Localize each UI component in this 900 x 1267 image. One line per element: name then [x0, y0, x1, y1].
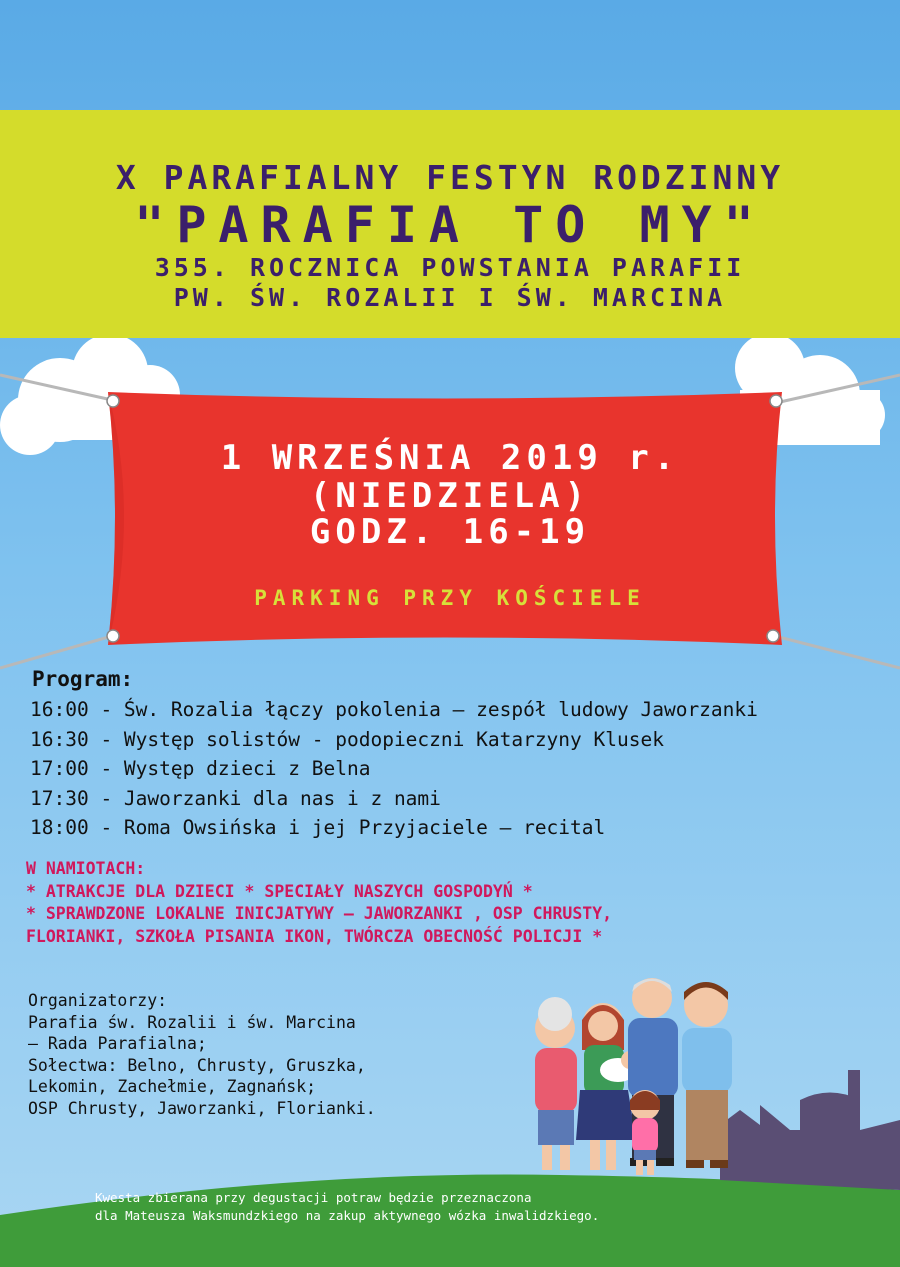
family-illustration: [535, 978, 732, 1175]
tents-heading: W NAMIOTACH:: [26, 859, 146, 878]
program-item: 17:00 - Występ dzieci z Belna: [30, 757, 371, 780]
church-silhouette: [720, 1070, 900, 1190]
tents-section: [26, 858, 612, 948]
charity-note: [95, 1189, 695, 1225]
program-item: 18:00 - Roma Owsińska i jej Przyjaciele – recital: [30, 816, 606, 839]
event-hours: GODZ. 16-19: [309, 512, 591, 552]
event-date: 1 WRZEŚNIA 2019 r.: [220, 438, 680, 478]
organizers-line: OSP Chrusty, Jaworzanki, Florianki.: [28, 1098, 376, 1118]
anniversary-line: 355. ROCZNICA POWSTANIA PARAFII: [154, 253, 746, 282]
organizers-line: Lekomin, Zachełmie, Zagnańsk;: [28, 1077, 317, 1096]
parish-name: PW. ŚW. ROZALII I ŚW. MARCINA: [173, 283, 727, 312]
program-list: [30, 695, 758, 843]
event-place: PARKING PRZY KOŚCIELE: [254, 586, 646, 610]
festival-title: X PARAFIALNY FESTYN RODZINNY: [115, 158, 785, 197]
festival-motto: "PARAFIA TO MY": [134, 196, 766, 254]
organizers-heading: Organizatorzy:: [28, 991, 168, 1010]
program-item: 16:00 - Św. Rozalia łączy pokolenia – zespół ludowy Jaworzanki: [30, 698, 758, 721]
program-item: 16:30 - Występ solistów - podopieczni Katarzyny Klusek: [30, 727, 664, 751]
charity-note-line: dla Mateusza Waksmundzkiego na zakup aktywnego wózka inwalidzkiego.: [95, 1208, 600, 1223]
organizers-line: Sołectwa: Belno, Chrusty, Gruszka,: [28, 1055, 366, 1075]
title-band: [0, 110, 900, 338]
organizers-section: [28, 990, 376, 1119]
organizers-line: Parafia św. Rozalii i św. Marcina: [28, 1012, 356, 1032]
program-heading: Program:: [32, 667, 134, 691]
organizers-line: – Rada Parafialna;: [28, 1034, 207, 1053]
charity-note-line: Kwesta zbierana przy degustacji potraw będzie przeznaczona: [95, 1190, 532, 1205]
tents-line: FLORIANKI, SZKOŁA PISANIA IKON, TWÓRCZA OBECNOŚĆ POLICJI *: [26, 926, 603, 946]
tents-line: * ATRAKCJE DLA DZIECI * SPECIAŁY NASZYCH GOSPODYŃ *: [26, 881, 533, 901]
event-day: (NIEDZIELA): [309, 476, 591, 516]
program-item: 17:30 - Jaworzanki dla nas i z nami: [30, 786, 441, 810]
tents-line: * SPRAWDZONE LOKALNE INICJATYWY – JAWORZANKI , OSP CHRUSTY,: [26, 904, 613, 923]
